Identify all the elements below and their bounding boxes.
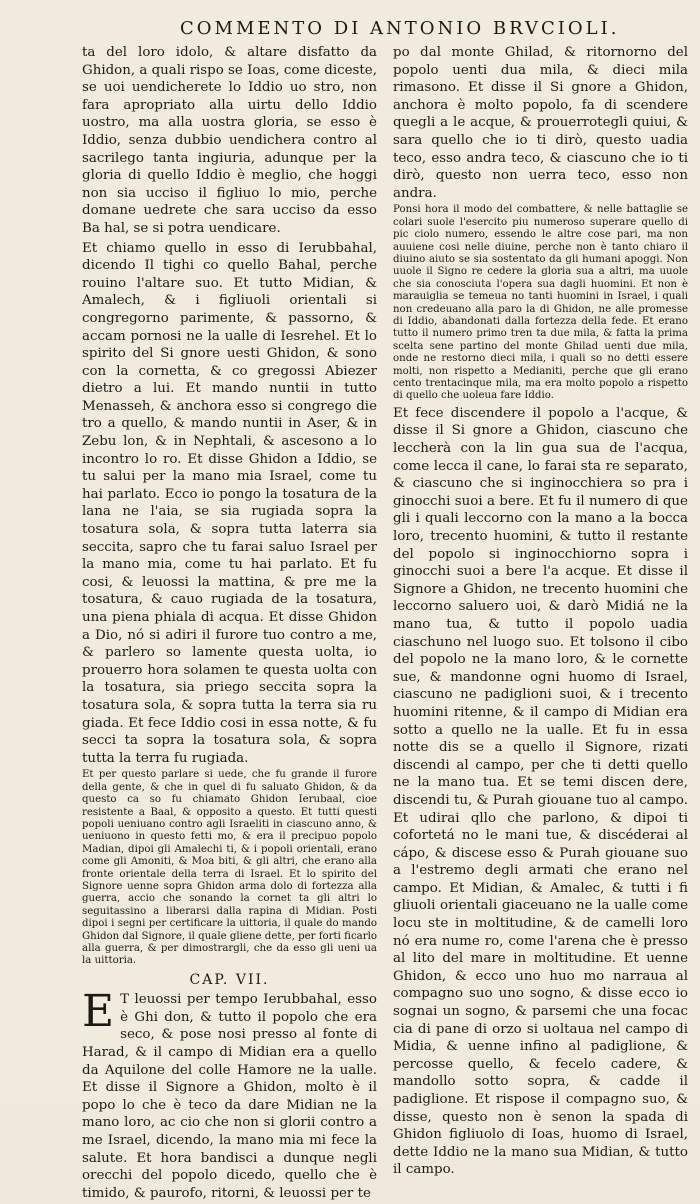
chapter-opening-paragraph [82, 986, 377, 1202]
text-paragraph: po dal monte Ghilad, & ritornorno del popolo uenti dua mila, & dieci mila rimasono. Et disse il Si gnore a Ghidon, anchora è molto popolo, fa di scendere quegli a le acque, & prouerrotegli quiui, & sara quello che io ti dirò, questo uadia teco, esso andra teco, & ciascuno che io ti dirò, questo non uerra teco, esso non andra. [393, 45, 688, 201]
chapter-heading: CAP. VII. [189, 971, 270, 988]
text-paragraph: Et chiamo quello in esso di Ierubbahal, dicendo Il tighi co quello Bahal, perche rouino l'altare suo. Et tutto Midian, & Amalech, & i figliuoli orientali si congregorno parimente, & passorno, & accam pornosi ne la ualle di Iesrehel. Et lo spirito del Si gnore uesti Ghidon, & sono con la cornetta, & co gregossi Abiezer dietro a lui. Et mando nuntii in tutto Menasseh, & anchora esso si congrego die tro a quello, & mando nuntii in Aser, & in Zebu lon, & in Nephtali, & ascesono a lo incontro lo ro. Et disse Ghidon a Iddio, se tu salui per la mano mia Israel, come tu hai parlato. Ecco io pongo la tosatura de la lana ne l'aia, se sia rugiada sopra la tosatura sola, & sopra tutta laterra sia seccita, sapro che tu farai saluo Israel per la mano mia, come tu hai parlato. Et fu cosi, & leuossi la mattina, & pre me la tosatura, & cauo rugiada de la tosatura, una piena phiala di acqua. Et disse Ghidon a Dio, nó si adiri il furore tuo contro a me, & parlero so lamente questa uolta, io prouerro hora solamen te questa uolta con la tosatura, sia priego seccita sopra la tosatura sola, & sopra tutta la terra sia ru giada. Et fece Iddio cosi in essa notte, & fu secci ta sopra la tosatura sola, & sopra tutta la terra fu rugiada. [82, 240, 377, 766]
text-paragraph: Et fece discendere il popolo a l'acque, & disse il Si gnore a Ghidon, ciascuno che leccherà con la lin gua sua de l'acqua, come lecca il cane, lo farai sta re separato, & ciascuno che si inginocchiera so pra i ginocchi suoi a bere. Et fu il numero di que gli i quali leccorno con la mano a la bocca loro, trecento huomini, & tutto il restante del popolo si inginocchiorno sopra i ginocchi suoi a bere l'a acque. Et disse il Signore a Ghidon, ne trecento huomini che leccorno saluero uoi, & darò Midiá ne la mano tua, & tutto il popolo uadia ciaschuno nel luogo suo. Et tolsono il cibo del popolo ne la mano loro, & le cornette sue, & mandonne ogni huomo di Israel, ciascuno ne padiglioni suoi, & i trecento huomini ritenne, & il campo di Midian era sotto a quello ne la ualle. Et fu in essa notte dis se a quello il Signore, rizati discendi al campo, per che ti detti quello ne la mano tua. Et se temi discen dere, discendi tu, & Purah giouane tuo al campo. Et udirai qllo che parlono, & dipoi ti cofortetá no le mani tue, & discéderai al cápo, & discese esso & Purah giouane suo a l'estremo degli armati che erano nel campo. Et Midian, & Amalec, & tutti i fi gliuoli orientali giaceuano ne la ualle come locu ste in moltitudine, & de camelli loro nó era nume ro, come l'arena che è presso al lito del mare in moltitudine. Et uenne Ghidon, & ecco uno huo mo narraua al compagno suo uno sogno, & disse ecco io sognai un sogno, & parsemi che una focac cia di pane di orzo si uoltaua nel campo di Midia, & uenne infino al padiglione, & percosse quello, & fecelo cadere, & mandollo sotto sopra, & cadde il padiglione. Et rispose il compagno suo, & disse, questo non è senon la spada di Ghidon figliuolo di Ioas, huomo di Israel, dette Iddio ne la mano sua Midian, & tutto il campo. [393, 405, 688, 1178]
running-title: COMMENTO DI ANTONIO BRVCIOLI. [180, 18, 620, 39]
drop-cap-letter: E [82, 986, 115, 1038]
text-paragraph: ta del loro idolo, & altare disfatto da Ghidon, a quali rispo se Ioas, come diceste, se uoi uendicherete lo Iddio uo stro, non fara apropriato alla uirtu dello Iddio uostro, ma alla uostra gloria, se esso è Iddio, senza dubbio uendichera contro al sacrilego tanta ingiuria, adunque per la gloria di quello Iddio è meglio, che hoggi non sia ucciso il figliuo lo mio, perche domane uedrete che sara ucciso da esso Ba hal, se si potra uendicare. [82, 45, 377, 236]
chapter-opening-text: T leuossi per tempo Ierubbahal, esso è Ghi don, & tutto il popolo che era seco, & pose nosi presso al fonte di Harad, & il campo di Midian era a quello da Aquilone del colle Hamore ne la ualle. Et disse il Signore a Ghidon, molto è il popo lo che è teco da dare Midian ne la mano loro, ac cio che non si glorii contro a me Israel, dicendo, la mano mia mi fece la salute. Et hora bandisci a dunque negli orecchi del popolo dicedo, quello che è timido, & paurofo, ritorni, & leuossi per te [82, 992, 377, 1201]
left-column [82, 44, 377, 1204]
right-column [393, 44, 688, 1181]
commentary-paragraph: Et per questo parlare si uede, che fu grande il furore della gente, & che in quel di fu saluato Ghidon, & da questo ca so fu chiamato Ghidon Ierubaal, cioe resistente a Baal, & opposito a questo. Et tutti questi popoli ueniuano contro agli Israeliti in ciascuno anno, & ueniuono in questo fetti mo, & era il precipuo popolo Madian, dipoi gli Amalechi ti, & i popoli orientali, erano come gli Amoniti, & Moa biti, & gli altri, che erano alla fronte orientale della terra di Israel. Et lo spirito del Signore uenne sopra Ghidon arma dolo di fortezza alla guerra, accio che sonando la cornet ta gli altri lo seguitassino a liberarsi dalla rapina di Midian. Posti dipoi i segni per certificare la uittoria, il quale do mando Ghidon dal Signore, il quale gliene dette, per forti ficarlo alla guerra, & per dimostrargli, che da esso gli ueni ua la uittoria. [82, 769, 377, 967]
commentary-paragraph: Ponsi hora il modo del combattere, & nelle battaglie se colari suole l'esercito piu numeroso superare quello di pic ciolo numero, essendo le altre cose pari, ma non auuiene cosi nelle diuine, perche non è tanto chiaro il diuino aiuto se sia sostentato da gli humani apoggi. Non uuole il Signo re cedere la gloria sua a altri, ma uuole che sia conosciuta l'opera sua dagli huomini. Et non è marauiglia se temeua no tanti huomini in Israel, i quali non credeuano alla paro la di Ghidon, ne alle promesse di Iddio, abandonati dalla fortezza della fede. Et erano tutto il numero primo tren ta due mila, & fatta la prima scelta sene partino del monte Ghilad uenti due mila, onde ne restorno dieci mila, i quali so no detti essere molti, non rispetto a Medianiti, perche que gli erano cento trentacinque mila, ma era molto popolo a rispetto di quello che uoleua fare Iddio. [393, 204, 688, 402]
